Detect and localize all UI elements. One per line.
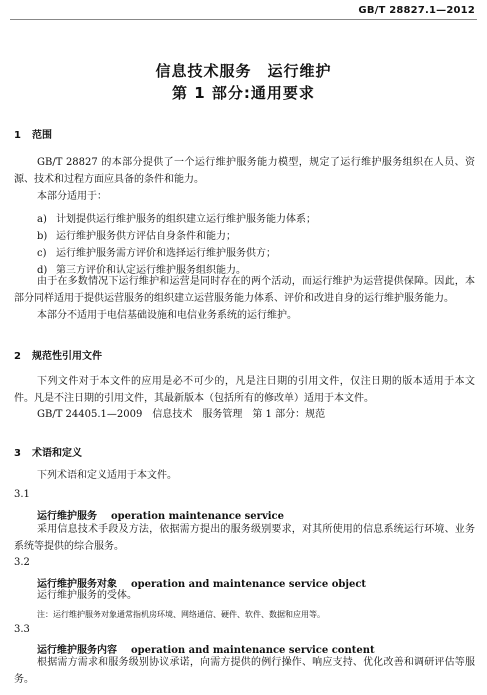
applicable-intro: 本部分适用于： [37, 191, 107, 202]
list-text: 计划提供运行维护服务的组织建立运行维护服务能力体系； [56, 214, 316, 225]
list-item [37, 210, 316, 225]
section-title: 规范性引用文件 [32, 351, 102, 362]
term-en: operation and maintenance service content [131, 645, 375, 656]
document-title: 信息技术服务 运行维护 [155, 62, 332, 80]
list-text: 运行维护服务供方评估自身条件和能力； [56, 231, 236, 242]
list-item [37, 227, 236, 242]
term-zh: 运行维护服务 [37, 511, 97, 522]
section-number: 1 [14, 130, 21, 141]
section-1-heading [14, 126, 52, 141]
normative-reference: GB/T 24405.1—2009 信息技术 服务管理 第 1 部分：规范 [37, 409, 326, 420]
term-definition: 根据需方需求和服务级别协议承诺，向需方提供的例行操作、响应支持、优化改善和调研评估等服务。 [14, 657, 475, 685]
term-note: 注：运行维护服务对象通常指机房环境、网络通信、硬件、软件、数据和应用等。 [37, 610, 325, 619]
section-2-para-1: 下列文件对于本文件的应用是必不可少的，凡是注日期的引用文件，仅注日期的版本适用于本文件。凡是不注日期的引用文件，其最新版本（包括所有的修改单）适用于本文件。 [14, 376, 475, 404]
terms-intro: 下列术语和定义适用于本文件。 [37, 470, 177, 481]
section-number: 3 [14, 448, 21, 459]
clause-number: 3.2 [14, 557, 30, 568]
section-1-para-3: 本部分不适用于电信基础设施和电信业务系统的运行维护。 [37, 310, 297, 321]
list-marker: b) [37, 231, 48, 242]
section-1-para-1: GB/T 28827 的本部分提供了一个运行维护服务能力模型，规定了运行维护服务组织在人员、资源、技术和过程方面应具备的条件和能力。 [14, 157, 475, 185]
section-title: 术语和定义 [32, 448, 82, 459]
term-en: operation and maintenance service object [131, 579, 367, 590]
clause-number: 3.3 [14, 624, 30, 635]
list-text: 运行维护服务需方评价和选择运行维护服务供方； [56, 248, 276, 259]
list-marker: d) [37, 265, 48, 276]
list-text: 第三方评价和认定运行维护服务组织能力。 [56, 265, 246, 276]
document-code: GB/T 28827.1—2012 [358, 5, 475, 16]
section-number: 2 [14, 351, 21, 362]
section-2-heading [14, 347, 102, 362]
header-rule [10, 19, 477, 20]
list-item [37, 244, 276, 259]
document-subtitle: 第 1 部分:通用要求 [172, 84, 315, 102]
term-zh: 运行维护服务对象 [37, 579, 117, 590]
section-1-para-2: 由于在多数情况下运行维护和运营是同时存在的两个活动，而运行维护为运营提供保障。因此，本部分同样适用于提供运营服务的组织建立运营服务能力体系、评价和改进自身的运行维护服务能力。 [14, 276, 475, 304]
list-marker: a) [37, 214, 47, 225]
term-definition: 运行维护服务的受体。 [37, 590, 137, 601]
clause-number: 3.1 [14, 489, 30, 500]
term-zh: 运行维护服务内容 [37, 645, 117, 656]
term-en: operation maintenance service [111, 511, 284, 522]
term-heading [37, 507, 284, 522]
list-marker: c) [37, 248, 47, 259]
term-definition: 采用信息技术手段及方法，依据需方提出的服务级别要求，对其所使用的信息系统运行环境、业务系统等提供的综合服务。 [14, 524, 475, 552]
section-title: 范围 [32, 130, 52, 141]
section-3-heading [14, 444, 82, 459]
